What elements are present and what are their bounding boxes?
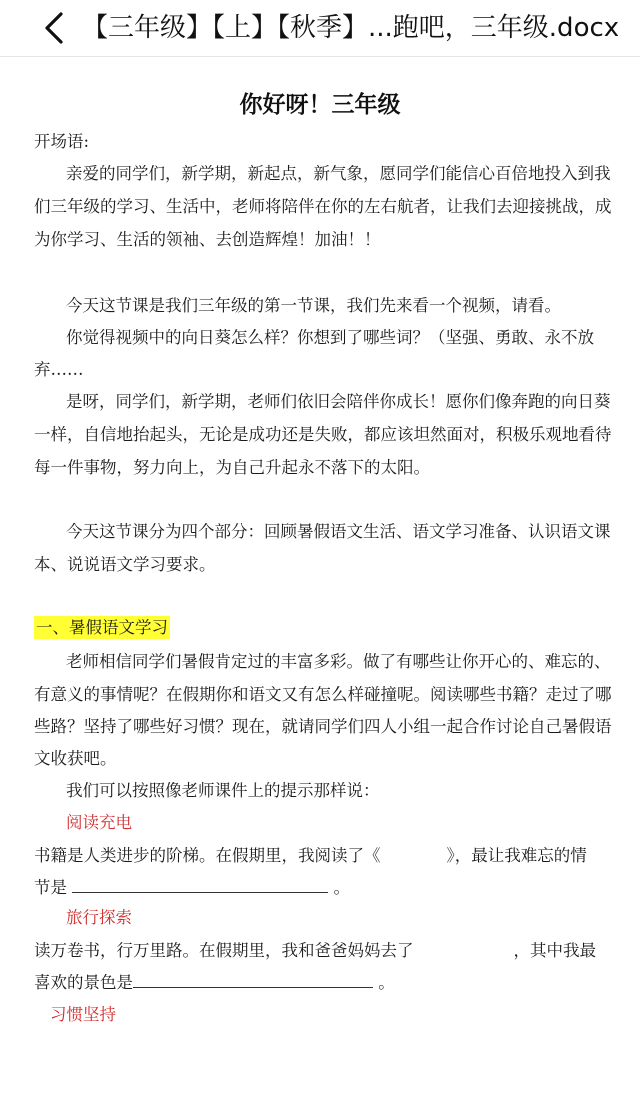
document-title: 【三年级】【上】【秋季】...跑吧，三年级.docx <box>82 13 620 43</box>
prompt-text: 。 <box>378 973 395 992</box>
top-bar <box>0 0 640 57</box>
paragraph-line: 我们可以按照像老师课件上的提示那样说： <box>66 781 380 800</box>
prompt-text: 读万卷书，行万里路。在假期里，我和爸爸妈妈去了 <box>34 941 414 960</box>
prompt-text: 喜欢的景色是 <box>34 973 133 992</box>
document-heading: 你好呀！三年级 <box>239 91 401 118</box>
paragraph-line: 亲爱的同学们，新学期，新起点，新气象，愿同学们能信心百倍地投入到我 <box>66 164 611 183</box>
paragraph-line: 你觉得视频中的向日葵怎么样？你想到了哪些词？（坚强、勇敢、永不放 <box>66 328 594 347</box>
opening-label: 开场语: <box>34 132 90 151</box>
back-button[interactable] <box>34 8 74 48</box>
paragraph-line: 一样，自信地抬起头，无论是成功还是失败，都应该坦然面对，积极乐观地看待 <box>34 425 612 444</box>
fill-in-blank <box>72 874 328 893</box>
prompt-text: 节是 <box>34 878 67 897</box>
prompt-text: 书籍是人类进步的阶梯。在假期里，我阅读了《 <box>34 846 381 865</box>
subheading-habit: 习惯坚持 <box>50 1005 116 1024</box>
reading-prompt-line <box>34 872 350 905</box>
subheading-reading: 阅读充电 <box>66 813 132 832</box>
reading-prompt-line <box>34 840 587 873</box>
prompt-text: 》，最让我难忘的情 <box>446 846 587 865</box>
highlighted-text: 一、暑假语文学习 <box>36 618 168 637</box>
paragraph-line: 是呀，同学们，新学期，老师们依旧会陪伴你成长！愿你们像奔跑的向日葵 <box>66 392 611 411</box>
travel-prompt-line <box>34 967 395 1000</box>
paragraph-line: 为你学习、生活的领袖、去创造辉煌！加油！！ <box>34 230 381 249</box>
paragraph-line: 些路？坚持了哪些好习惯？现在，就请同学们四人小组一起合作讨论自己暑假语 <box>34 717 612 736</box>
section-heading <box>34 612 170 645</box>
paragraph-line: 文收获吧。 <box>34 749 117 768</box>
subheading-travel: 旅行探索 <box>66 908 132 927</box>
paragraph-line: 们三年级的学习、生活中，老师将陪伴在你的左右航者，让我们去迎接挑战，成 <box>34 197 612 216</box>
chevron-left-icon <box>42 11 66 45</box>
fill-in-blank <box>133 969 373 988</box>
paragraph-line: 今天这节课是我们三年级的第一节课，我们先来看一个视频，请看。 <box>66 296 561 315</box>
prompt-text: ，其中我最 <box>513 941 596 960</box>
paragraph-line: 每一件事物，努力向上，为自己升起永不落下的太阳。 <box>34 458 430 477</box>
paragraph-line: 有意义的事情呢？在假期你和语文又有怎么样碰撞呢。阅读哪些书籍？走过了哪 <box>34 685 612 704</box>
paragraph-line: 老师相信同学们暑假肯定过的丰富多彩。做了有哪些让你开心的、难忘的、 <box>66 652 611 671</box>
prompt-text: 。 <box>333 878 350 897</box>
travel-prompt-line <box>34 935 596 968</box>
paragraph-line: 本、说说语文学习要求。 <box>34 555 216 574</box>
paragraph-line: 今天这节课分为四个部分：回顾暑假语文生活、语文学习准备、认识语文课 <box>66 522 611 541</box>
paragraph-line: 弃…… <box>34 360 84 379</box>
